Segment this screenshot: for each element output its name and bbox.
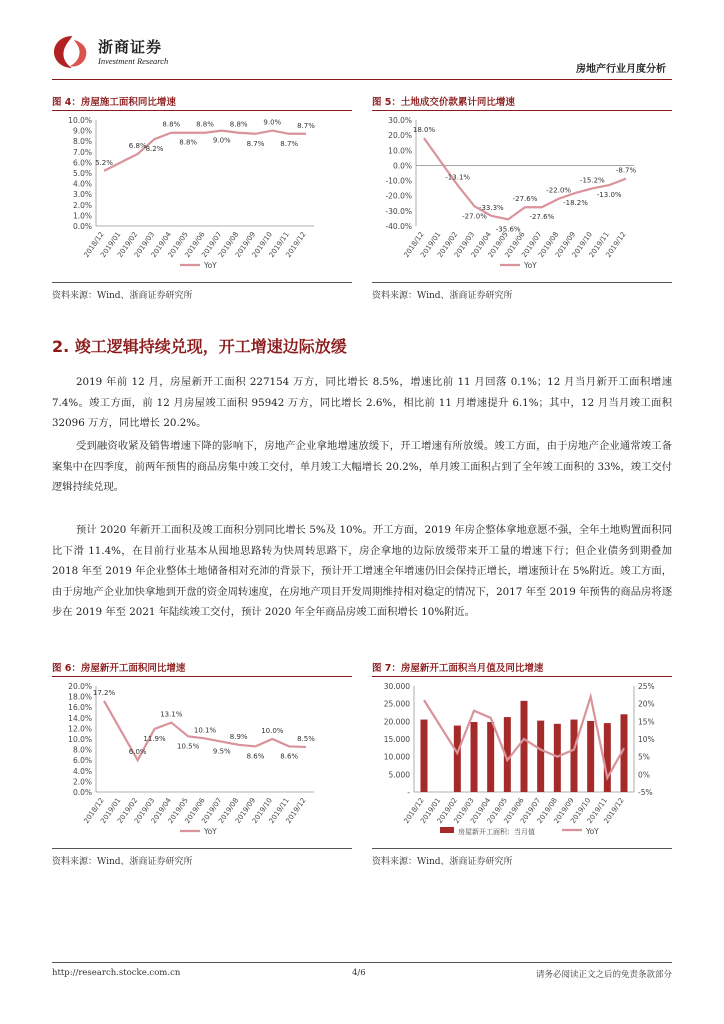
legend-label-yoy: YoY: [524, 261, 537, 270]
y-tick-label: 4.0%: [72, 179, 92, 189]
y-tick-label-right: 15%: [638, 717, 655, 727]
x-tick-label: 2019/07: [200, 796, 224, 825]
data-label: 8.8%: [196, 120, 214, 129]
legend-label-yoy: YoY: [204, 261, 217, 270]
bar-new-start-area: [421, 720, 428, 792]
x-tick-label: 2019/09: [552, 796, 576, 825]
y-tick-label: 2.0%: [72, 777, 92, 787]
x-tick-label: 2019/06: [183, 796, 207, 825]
y-tick-label: 8.0%: [72, 745, 92, 755]
figure-7-source: 资料来源：Wind、浙商证券研究所: [372, 848, 672, 867]
data-label: -22.0%: [546, 186, 572, 195]
data-label: -13.1%: [445, 173, 471, 182]
x-tick-label: 2019/12: [602, 796, 626, 825]
x-tick-label: 2019/03: [452, 796, 476, 825]
x-tick-label: 2019/06: [183, 230, 207, 259]
figure-7-title: [372, 660, 672, 677]
legend-swatch-bar: [440, 827, 454, 833]
series-line-yoy: [104, 131, 306, 171]
x-tick-label: 2019/08: [217, 230, 241, 259]
figure-4-chart: [52, 112, 352, 277]
x-tick-label: 2019/04: [469, 230, 493, 259]
footer-disclaimer: 请务必阅读正文之后的免责条款部分: [535, 970, 672, 980]
x-tick-label: 2019/10: [570, 230, 594, 259]
x-tick-label: 2019/05: [486, 230, 510, 259]
x-tick-label: 2019/01: [99, 230, 123, 259]
y-tick-label-left: 15.000: [383, 735, 410, 744]
footer-url[interactable]: http://research.stocke.com.cn: [52, 968, 181, 978]
figure-5-label: 图 5：: [372, 97, 401, 108]
y-tick-label: 12.0%: [68, 724, 92, 734]
x-tick-label: 2018/12: [402, 796, 426, 825]
page-header: [52, 30, 672, 80]
data-label: 13.1%: [160, 710, 183, 719]
bar-new-start-area: [554, 724, 561, 792]
x-tick-label: 2019/01: [99, 796, 123, 825]
x-tick-label: 2019/04: [149, 230, 173, 259]
data-label: 9.0%: [212, 136, 231, 145]
data-label: 10.0%: [261, 727, 284, 735]
figure-5-title: [372, 94, 672, 111]
x-tick-label: 2019/12: [604, 230, 628, 259]
x-tick-label: 2019/05: [166, 796, 190, 825]
x-tick-label: 2019/01: [419, 230, 443, 259]
y-tick-label-right: 5%: [638, 752, 650, 762]
y-tick-label: 14.0%: [68, 713, 92, 723]
x-tick-label: 2018/12: [82, 796, 106, 825]
y-tick-label: 10.0%: [68, 116, 92, 125]
y-tick-label-left: 30.000: [383, 682, 410, 691]
x-tick-label: 2019/11: [587, 230, 611, 259]
data-label: 11.9%: [143, 734, 166, 743]
x-tick-label: 2019/04: [469, 796, 493, 825]
y-tick-label: -30.0%: [385, 206, 412, 216]
data-label: 8.8%: [179, 138, 198, 147]
figure-7-label: 图 7：: [372, 663, 401, 674]
data-label: 5.2%: [95, 158, 113, 167]
data-label: 8.2%: [145, 145, 164, 154]
legend-label-yoy: YoY: [204, 827, 217, 836]
data-label: -27.6%: [529, 213, 555, 222]
bar-new-start-area: [454, 726, 461, 792]
paragraph-2: 受到融资收紧及销售增速下降的影响下，房地产企业拿地增速放缓下，开工增速有所放缓。竣工方面，由于房地产企业通常竣工备案集中在四季度，前两年预售的商品房集中竣工交付，单月竣工大幅增长 20.2%，单月竣工面积占到了全年竣工面积的 33%，竣工交付逻辑持续兑现。: [52, 440, 672, 493]
figure-5-source: 资料来源：Wind、浙商证券研究所: [372, 282, 672, 301]
data-label: -27.0%: [462, 212, 487, 221]
x-tick-label: 2019/09: [553, 230, 578, 259]
data-label: 9.5%: [212, 747, 231, 756]
bar-new-start-area: [587, 721, 594, 792]
page-number: 4/6: [352, 968, 366, 978]
y-tick-label: 0.0%: [72, 788, 92, 797]
x-tick-label: 2019/10: [250, 230, 274, 259]
data-label: 10.5%: [177, 742, 200, 751]
figure-4-label: 图 4：: [52, 97, 81, 108]
x-tick-label: 2019/12: [284, 796, 308, 825]
data-label: 9.0%: [263, 118, 282, 127]
x-tick-label: 2019/08: [537, 230, 561, 259]
y-tick-label: 20.0%: [388, 131, 412, 141]
x-tick-label: 2019/10: [569, 796, 593, 825]
figure-4-title: [52, 94, 352, 111]
y-tick-label: 5.0%: [72, 169, 92, 178]
x-tick-label: 2019/05: [166, 230, 190, 259]
data-label: -18.2%: [563, 198, 588, 207]
y-tick-label: 3.0%: [72, 190, 92, 200]
y-tick-label-right: -5%: [638, 788, 653, 797]
y-tick-label: 30.0%: [388, 116, 412, 125]
x-tick-label: 2019/12: [284, 230, 308, 259]
figure-6-title: [52, 660, 352, 677]
y-tick-label: 20.0%: [68, 682, 92, 691]
data-label: 8.8%: [229, 120, 248, 129]
y-tick-label: 10.0%: [388, 146, 412, 156]
figure-6-chart: [52, 678, 352, 843]
bar-new-start-area: [471, 722, 478, 792]
bar-new-start-area: [521, 701, 528, 792]
x-tick-label: 2019/04: [149, 796, 173, 825]
paragraph-1: 2019 年前 12 月，房屋新开工面积 227154 万方，同比增长 8.5%，增速比前 11 月回落 0.1%；12 月当月新开工面积增速 7.4%。竣工方面，前 12 月房屋竣工面积 95942 万方，同比增长 2.6%，相比前 11 月增速提升 6.1%；其中，12 月当月竣工面积 32096 万方，同比增长 20.2%。: [52, 376, 672, 429]
x-tick-label: 2019/07: [520, 230, 544, 259]
y-tick-label: 2.0%: [72, 200, 92, 210]
data-label: 8.5%: [297, 734, 315, 743]
paragraph-3: 预计 2020 年新开工面积及竣工面积分别同比增长 5%及 10%。开工方面，2019 年房企整体拿地意愿不强，全年土地购置面积同比下滑 11.4%，在目前行业基本从囤地思路转为快周转思路下，房企拿地的边际放缓带来开工量的增速下行；但企业债务到期叠加 2018 年至 2019 年企业整体土地储备相对充沛的背景下，预计开工增速全年增速仍旧会保持正增长，增速预计在 5%附近。竣工方面，由于房地产企业加快拿地到开盘的资金周转速度，在房地产项目开发周期维持相对稳定的情况下，2017 年至 2019 年预售的商品房将逐步在 2019 年至 2021 年陆续竣工交付，预计 2020 年全年商品房竣工面积增长 10%附近。: [52, 524, 672, 618]
x-tick-label: 2019/07: [519, 796, 543, 825]
y-tick-label: 18.0%: [68, 692, 92, 702]
data-label: -33.3%: [478, 203, 504, 212]
data-label: 6.0%: [128, 748, 147, 757]
x-tick-label: 2019/03: [452, 230, 477, 259]
data-label: 8.7%: [297, 121, 315, 130]
x-tick-label: 2019/10: [250, 796, 274, 825]
y-tick-label: 0.0%: [72, 222, 92, 231]
y-tick-label: 7.0%: [72, 147, 92, 157]
data-label: 8.6%: [280, 752, 299, 761]
y-tick-label-right: 25%: [638, 682, 655, 691]
data-label: -13.0%: [596, 191, 622, 200]
x-tick-label: 2019/06: [503, 230, 527, 259]
x-tick-label: 2019/05: [485, 796, 509, 825]
x-tick-label: 2019/03: [132, 230, 157, 259]
bar-new-start-area: [487, 722, 494, 792]
y-tick-label: -10.0%: [385, 176, 412, 186]
legend-label-bar: 房屋新开工面积：当月值: [458, 828, 535, 836]
data-label: -8.7%: [615, 166, 637, 175]
y-tick-label: 8.0%: [72, 137, 92, 147]
data-label: 8.7%: [246, 139, 265, 148]
x-tick-label: 2019/06: [502, 796, 526, 825]
y-tick-label-left: 10.000: [383, 752, 410, 762]
y-tick-label-left: 5.000: [388, 770, 410, 780]
bar-new-start-area: [537, 721, 544, 792]
data-label: 8.7%: [280, 139, 299, 148]
data-label: 8.9%: [229, 732, 248, 741]
x-tick-label: 2018/12: [82, 230, 106, 259]
y-tick-label: 6.0%: [72, 756, 92, 766]
y-tick-label-left: 25.000: [383, 699, 410, 709]
x-tick-label: 2019/08: [535, 796, 559, 825]
y-tick-label: 16.0%: [68, 703, 92, 713]
y-tick-label: 0.0%: [392, 161, 412, 171]
x-tick-label: 2019/09: [233, 796, 258, 825]
bar-new-start-area: [571, 720, 578, 792]
page-footer: [52, 962, 672, 980]
x-tick-label: 2019/02: [435, 796, 459, 825]
x-tick-label: 2019/02: [116, 230, 140, 259]
figure-6-label: 图 6：: [52, 663, 81, 674]
y-tick-label-right: 10%: [638, 735, 655, 744]
x-tick-label: 2019/02: [436, 230, 460, 259]
data-label: 6.8%: [128, 141, 147, 150]
x-tick-label: 2019/11: [267, 796, 291, 825]
x-tick-label: 2019/11: [267, 230, 291, 259]
data-label: -15.2%: [579, 176, 605, 185]
legend-label-yoy: YoY: [586, 827, 599, 836]
logo-text-cn: 浙商证券: [98, 38, 163, 56]
report-type: 房地产行业月度分析: [576, 64, 666, 75]
logo-text-en: Investment Research: [98, 56, 169, 66]
figure-7-title-text: 房屋新开工面积当月值及同比增速: [400, 663, 544, 674]
figure-6-source: 资料来源：Wind、浙商证券研究所: [52, 848, 352, 867]
data-label: 18.0%: [412, 126, 436, 135]
data-label: 17.2%: [92, 688, 116, 697]
y-tick-label: 9.0%: [72, 126, 92, 136]
x-tick-label: 2019/11: [585, 796, 609, 825]
data-label: 8.8%: [162, 120, 181, 129]
figure-7-chart: [372, 678, 672, 843]
data-label: -27.6%: [512, 195, 538, 204]
y-tick-label-right: 0%: [638, 770, 650, 780]
x-tick-label: 2019/02: [116, 796, 140, 825]
x-tick-label: 2019/03: [132, 796, 157, 825]
y-tick-label: 1.0%: [72, 211, 92, 221]
figure-6-title-text: 房屋新开工面积同比增速: [80, 663, 186, 674]
y-tick-label: -20.0%: [385, 191, 412, 201]
data-label: 8.6%: [246, 752, 265, 761]
y-tick-label-left: 20.000: [383, 717, 410, 727]
figure-5-chart: [372, 112, 672, 277]
bar-new-start-area: [604, 723, 611, 792]
x-tick-label: 2019/09: [233, 230, 258, 259]
y-tick-label: 6.0%: [72, 158, 92, 168]
logo-icon: [52, 34, 92, 70]
y-tick-label: 4.0%: [72, 766, 92, 776]
x-tick-label: 2019/08: [217, 796, 241, 825]
data-label: -35.6%: [495, 225, 521, 234]
figure-4-title-text: 房屋施工面积同比增速: [80, 97, 176, 108]
figure-4-source: 资料来源：Wind、浙商证券研究所: [52, 282, 352, 301]
section-title: 2. 竣工逻辑持续兑现，开工增速边际放缓: [52, 337, 347, 356]
x-tick-label: 2018/12: [402, 230, 426, 259]
y-tick-label: 10.0%: [68, 735, 92, 744]
data-label: 10.1%: [193, 726, 217, 735]
y-tick-label-left: -: [407, 788, 410, 797]
y-tick-label-right: 20%: [638, 699, 655, 709]
figure-5-title-text: 土地成交价款累计同比增速: [400, 97, 515, 108]
x-tick-label: 2019/07: [200, 230, 224, 259]
x-tick-label: 2019/01: [419, 796, 443, 825]
y-tick-label: -40.0%: [385, 222, 412, 231]
